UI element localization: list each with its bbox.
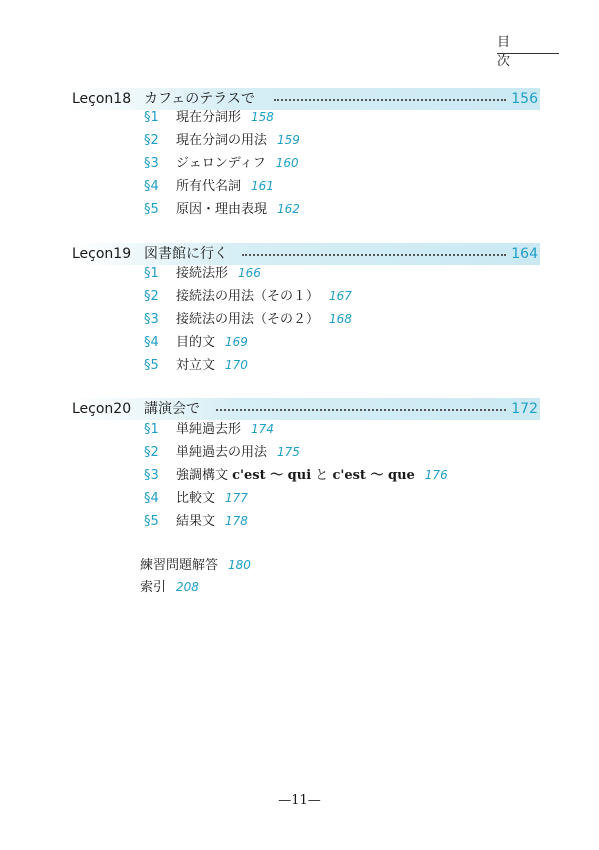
- section-item: [144, 355, 248, 375]
- section-title: 単純過去形: [176, 422, 242, 437]
- section-page: 160: [275, 156, 299, 170]
- section-title: 単純過去の用法: [176, 445, 268, 460]
- page-number: —11—: [278, 793, 321, 808]
- section-item: [144, 107, 274, 127]
- section-title: 接続法の用法（その２）: [176, 312, 320, 327]
- section-item: [144, 263, 261, 283]
- section-mark: §2: [144, 445, 159, 460]
- lesson-page: 164: [511, 246, 538, 262]
- section-mark: §5: [144, 514, 159, 529]
- section-item: [144, 332, 248, 352]
- section-mark: §4: [144, 335, 159, 350]
- lesson-number: Leçon19: [72, 246, 132, 262]
- extra-title: 索引: [140, 580, 167, 595]
- section-item: [144, 511, 248, 531]
- extra-title: 練習問題解答: [140, 558, 219, 573]
- section-page: 161: [251, 179, 274, 193]
- section-page: 176: [424, 468, 448, 482]
- section-page: 175: [277, 445, 300, 459]
- section-mark: §2: [144, 289, 159, 304]
- lesson-heading: [70, 243, 540, 265]
- leader-dots: [274, 99, 506, 101]
- section-title: 接続法形: [176, 266, 229, 281]
- section-page: 159: [277, 133, 300, 147]
- lesson-title: 講演会で: [144, 401, 200, 417]
- leader-dots: [242, 254, 506, 256]
- section-mark: §4: [144, 491, 159, 506]
- toc-extra-index: [140, 577, 199, 597]
- section-title: 原因・理由表現: [176, 202, 268, 217]
- lesson-number: Leçon20: [72, 401, 132, 417]
- section-mark: §1: [144, 266, 159, 281]
- section-page: 169: [225, 335, 248, 349]
- section-page: 166: [238, 266, 261, 280]
- section-page: 168: [329, 312, 352, 326]
- page-header: [497, 27, 559, 69]
- extra-page: 208: [176, 580, 199, 594]
- section-page: 162: [277, 202, 300, 216]
- section-title: 現在分詞形: [176, 110, 242, 125]
- section-mark: §2: [144, 133, 159, 148]
- section-page: 177: [225, 491, 248, 505]
- section-page: 174: [251, 422, 274, 436]
- section-item: [144, 442, 300, 462]
- section-title: ジェロンディフ: [176, 156, 266, 171]
- section-mark: §5: [144, 202, 159, 217]
- section-item: [144, 465, 448, 485]
- section-mark: §3: [144, 468, 159, 483]
- section-item: [144, 130, 300, 150]
- section-title: 目的文: [176, 335, 216, 350]
- section-item: [144, 153, 299, 173]
- section-mark: §4: [144, 179, 159, 194]
- section-mark: §5: [144, 358, 159, 373]
- section-title-latin: c'est ～ que: [332, 468, 415, 483]
- section-page: 167: [329, 289, 352, 303]
- section-item: [144, 309, 352, 329]
- section-title-part: と: [311, 468, 333, 483]
- section-title-latin: c'est ～ qui: [232, 468, 312, 483]
- lesson-page: 156: [511, 91, 538, 107]
- section-page: 170: [225, 358, 248, 372]
- lesson-heading: [70, 88, 540, 110]
- section-item: [144, 286, 352, 306]
- section-mark: §3: [144, 156, 159, 171]
- section-title: 接続法の用法（その１）: [176, 289, 320, 304]
- section-title-part: 強調構文: [176, 468, 233, 483]
- header-title: 目 次: [497, 35, 519, 69]
- section-title: 現在分詞の用法: [176, 133, 268, 148]
- leader-dots: [216, 409, 506, 411]
- section-item: [144, 176, 274, 196]
- lesson-title: 図書館に行く: [144, 246, 228, 262]
- section-mark: §3: [144, 312, 159, 327]
- section-item: [144, 419, 274, 439]
- lesson-title: カフェのテラスで: [144, 91, 255, 107]
- section-mark: §1: [144, 110, 159, 125]
- section-item: [144, 199, 300, 219]
- section-title: 比較文: [176, 491, 216, 506]
- section-mark: §1: [144, 422, 159, 437]
- section-title: 結果文: [176, 514, 216, 529]
- lesson-page: 172: [511, 401, 538, 417]
- section-title: 所有代名詞: [176, 179, 242, 194]
- section-title: [176, 466, 415, 486]
- lesson-heading: [70, 398, 540, 420]
- section-item: [144, 488, 248, 508]
- section-page: 158: [251, 110, 274, 124]
- lesson-number: Leçon18: [72, 91, 132, 107]
- toc-extra-answers: [140, 555, 251, 575]
- extra-page: 180: [228, 558, 251, 572]
- section-page: 178: [225, 514, 248, 528]
- section-title: 対立文: [176, 358, 216, 373]
